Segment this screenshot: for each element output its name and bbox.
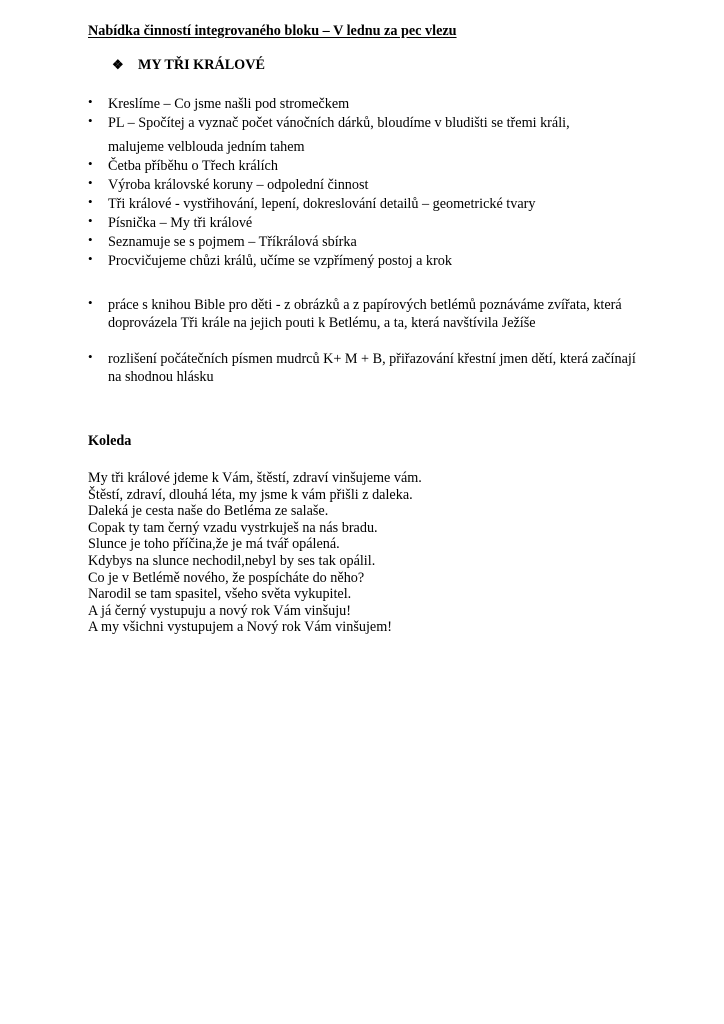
bullet-icon: • [88,194,93,209]
bullet-icon: • [88,213,93,228]
poem-line: Narodil se tam spasitel, všeho světa vykupitel. [88,586,352,603]
bullet-icon: • [88,295,93,310]
poem-line: Kdybys na slunce nechodil,nebyl by ses tak opálil. [88,552,376,569]
list-item-text: Výroba královské koruny – odpolední činnost [108,177,369,193]
section-heading-text: MY TŘI KRÁLOVÉ [138,57,265,73]
poem-line: A my všichni vystupujem a Nový rok Vám vinšujem! [88,619,392,636]
poem-line: Daleká je cesta naše do Betléma ze salaše. [88,503,329,520]
bullet-icon: • [88,156,93,171]
bullet-icon: • [88,175,93,190]
list-item-text: Seznamuje se s pojmem – Tříkrálová sbírka [108,234,357,250]
list-item-text: malujeme velblouda jedním tahem [108,139,305,155]
bullet-icon: • [88,113,93,128]
list-item-text: práce s knihou Bible pro děti - z obrázků a z papírových betlémů poznáváme zvířata, která doprovázela Tři krále na jejich pouti k Betlému, a ta, která navštívila Ježíše [108,297,622,331]
bullet-icon: • [88,349,93,364]
bullet-icon: • [88,251,93,266]
list-item-text: rozlišení počátečních písmen mudrců K+ M + B, přiřazování křestní jmen dětí, která začínají na shodnou hlásku [108,351,636,385]
koleda-poem [88,470,648,636]
poem-line: My tři králové jdeme k Vám, štěstí, zdraví vinšujeme vám. [88,470,422,486]
bullet-icon: • [88,94,93,109]
koleda-heading: Koleda [88,433,132,449]
diamond-bullet-icon: ❖ [112,57,124,72]
poem-line: Štěstí, zdraví, dlouhá léta, my jsme k vám přišli z daleka. [88,486,413,503]
poem-line: Co je v Betlémě nového, že pospícháte do něho? [88,569,365,586]
list-item-text: Četba příběhu o Třech králích [108,158,278,174]
section-heading [112,58,265,72]
list-item-text: Písnička – My tři králové [108,215,253,231]
document-title: Nabídka činností integrovaného bloku – V lednu za pec vlezu [88,23,457,39]
list-item-text: PL – Spočítej a vyznač počet vánočních dárků, bloudíme v bludišti se třemi králi, [108,115,570,131]
poem-line: Slunce je toho příčina,že je má tvář opálená. [88,536,340,553]
bullet-icon: • [88,232,93,247]
poem-line: A já černý vystupuju a nový rok Vám vinšuju! [88,602,351,619]
list-item-text: Tři králové - vystřihování, lepení, dokreslování detailů – geometrické tvary [108,196,536,212]
list-item-text: Procvičujeme chůzi králů, učíme se vzpřímený postoj a krok [108,253,452,269]
list-item-text: Kreslíme – Co jsme našli pod stromečkem [108,96,350,112]
poem-line: Copak ty tam černý vzadu vystrkuješ na nás bradu. [88,519,378,536]
